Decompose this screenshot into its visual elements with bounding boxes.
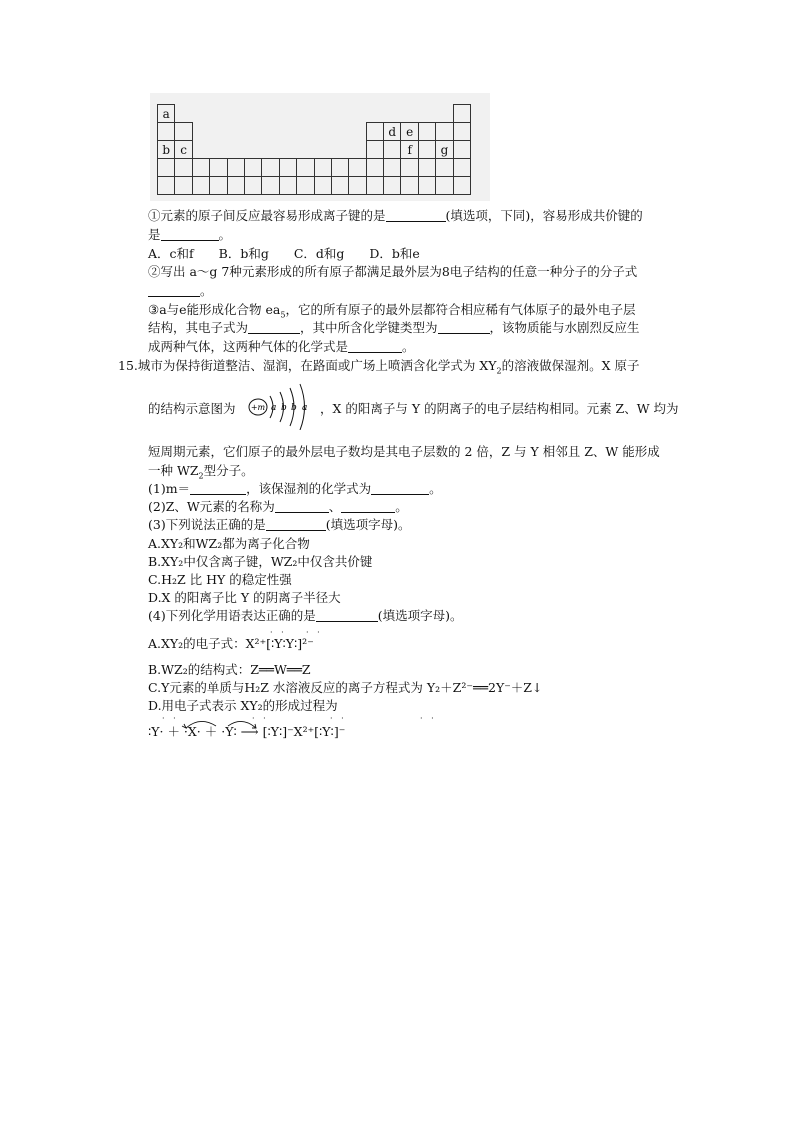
lone-pair-dots: · · [330,714,347,723]
answer-blank[interactable] [248,321,300,334]
q15-intro-line2b: ，X 的阳离子与 Y 的阴离子的电子层结构相同。元素 Z、W 均为 [320,401,679,416]
cell-f: f [401,141,418,159]
q14-part1-line2: 是 。 [148,227,232,242]
answer-blank[interactable] [266,518,326,531]
q14-part3-line2: 结构，其电子式为 ，其中所含化学键类型为 ，该物质能与水剧烈反应生 [148,320,640,335]
svg-text:a: a [302,403,308,413]
q15-sub4-optA: A.XY₂的电子式：X²⁺[∶Y∶Y∶]²⁻ [148,636,314,651]
q15-sub3: (3)下列说法正确的是 (填选项字母)。 [148,517,411,532]
lone-pair-dots: · · [162,714,179,723]
svg-text:a: a [271,403,277,413]
answer-blank[interactable] [348,340,402,353]
atomic-structure-diagram [246,380,322,430]
answer-blank[interactable] [341,500,395,513]
q15-intro-line1: 15.城市为保持街道整洁、湿润，在路面或广场上喷洒含化学式为 $XY_2$的溶液做保湿剂。X 原子 [118,358,640,376]
lone-pair-dots: · · [270,628,287,637]
q14-options: A．c和f B．b和g C．d和g D．b和e [148,246,420,261]
q14-part2-line2: 。 [148,283,213,299]
cell-a: a [158,105,175,123]
q14-part2-line1: ②写出 a～g 7种元素形成的所有原子都满足最外层为8电子结构的任意一种分子的分子式 [148,264,638,279]
question-number: 15. [118,358,138,373]
periodic-table [157,104,471,195]
q15-sub3-optC: C.H₂Z 比 HY 的稳定性强 [148,572,292,587]
cell-d: d [384,123,401,141]
q15-sub4-optB: B.WZ₂的结构式：Z══W══Z [148,662,311,677]
answer-blank[interactable] [148,284,200,297]
cell-g: g [436,141,453,159]
answer-blank[interactable] [386,209,446,222]
q15-sub1: (1)m＝ ，该保湿剂的化学式为 。 [148,481,442,496]
lone-pair-dots: · · [306,628,323,637]
q15-sub4: (4)下列化学用语表达正确的是 (填选项字母)。 [148,608,463,623]
q14-part1-line1: ①元素的原子间反应最容易形成离子键的是 (填选项，下同)，容易形成共价键的 [148,208,643,223]
answer-blank[interactable] [316,609,378,622]
q14-part3-line3: 成两种气体，这两种气体的化学式是 。 [148,339,415,354]
cell-b: b [158,141,175,159]
q15-sub3-optA: A.XY₂和WZ₂都为离子化合物 [148,536,310,551]
atom-shells-icon [246,380,322,430]
svg-text:b: b [281,403,287,413]
answer-blank[interactable] [161,228,219,241]
formation-process-formula: ∶Y· ＋ ·X· ＋ ·Y∶ ⟶ [∶Y∶]⁻X²⁺[∶Y∶]⁻ [148,724,346,739]
q15-sub3-optD: D.X 的阳离子比 Y 的阴离子半径大 [148,590,341,605]
answer-blank[interactable] [275,500,329,513]
q15-sub3-optB: B.XY₂中仅含离子键，WZ₂中仅含共价键 [148,554,373,569]
cell-e: e [401,123,418,141]
q15-intro-line2: 的结构示意图为 [148,401,236,416]
q15-sub4-optC: C.Y元素的单质与H₂Z 水溶液反应的离子方程式为 Y₂＋Z²⁻══2Y⁻＋Z↓ [148,680,543,695]
lone-pair-dots: · · [420,714,437,723]
q15-intro-line4: 一种 $WZ_2$型分子。 [148,463,254,481]
q15-sub2: (2)Z、W元素的名称为 、 。 [148,499,408,514]
lone-pair-dots: · · [252,714,269,723]
cell-c: c [175,141,192,159]
q14-part3-line1: ③a与e能形成化合物 $ea_5$，它的所有原子的最外层都符合相应稀有气体原子的最外电子层 [148,302,636,320]
q15-intro-line3: 短周期元素，它们原子的最外层电子数均是其电子层数的 2 倍，Z 与 Y 相邻且 Z、W 能形成 [148,444,660,459]
answer-blank[interactable] [371,482,429,495]
svg-text:b: b [291,403,297,413]
svg-text:+m: +m [250,403,266,412]
q15-sub4-optD: D.用电子式表示 XY₂的形成过程为 [148,698,338,713]
answer-blank[interactable] [190,482,246,495]
answer-blank[interactable] [438,321,490,334]
